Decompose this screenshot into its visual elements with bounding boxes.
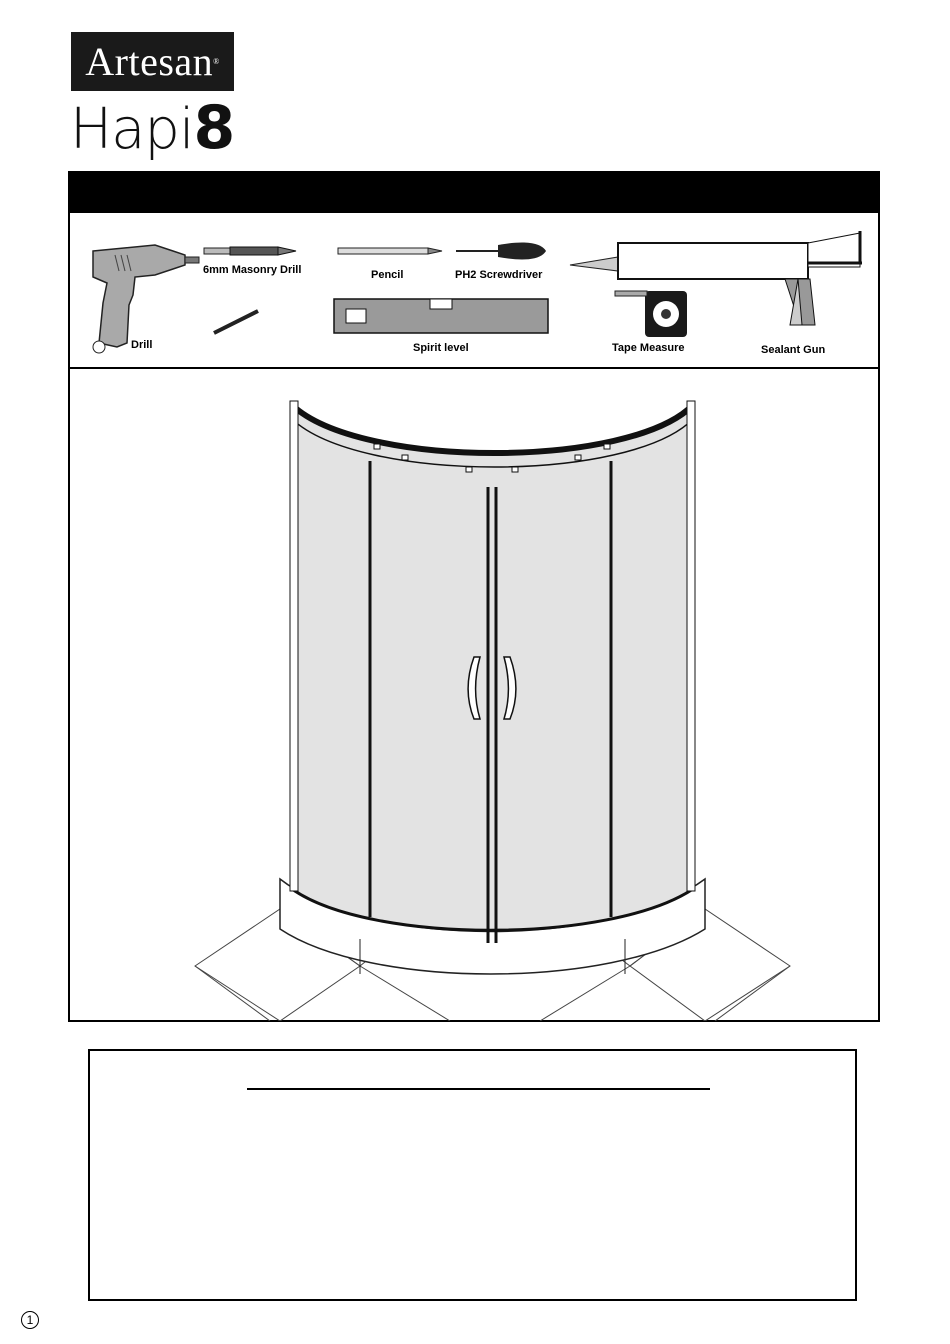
tool-label-masonry-drill: 6mm Masonry Drill — [203, 264, 302, 276]
tape-measure-icon — [615, 291, 687, 337]
glass-enclosure — [292, 405, 693, 930]
masonry-drill-bit-icon — [204, 247, 296, 333]
pencil-icon — [338, 248, 442, 254]
registered-mark: ® — [213, 57, 220, 66]
screwdriver-icon — [456, 243, 546, 260]
tool-label-screwdriver: PH2 Screwdriver — [455, 269, 543, 281]
tool-label-drill: Drill — [131, 339, 153, 351]
tool-label-spirit-level: Spirit level — [413, 342, 469, 354]
tool-label-tape-measure: Tape Measure — [612, 342, 685, 354]
product-number: 8 — [193, 93, 235, 163]
brand-logo — [71, 32, 234, 91]
header-bar — [68, 171, 880, 213]
brand-name: Artesan — [85, 39, 214, 84]
tool-label-pencil: Pencil — [371, 269, 404, 281]
sealant-gun-icon — [570, 231, 862, 325]
product-name — [70, 93, 234, 163]
page-number: 1 — [21, 1311, 39, 1329]
notice-box — [88, 1049, 857, 1301]
shower-enclosure-illustration — [70, 369, 880, 1021]
tools-illustration — [70, 213, 880, 367]
notice-title-line — [247, 1088, 710, 1090]
product-text: Hapi — [70, 97, 194, 162]
tool-label-sealant-gun: Sealant Gun — [761, 344, 826, 356]
drill-icon — [93, 245, 199, 353]
spirit-level-icon — [334, 299, 548, 333]
